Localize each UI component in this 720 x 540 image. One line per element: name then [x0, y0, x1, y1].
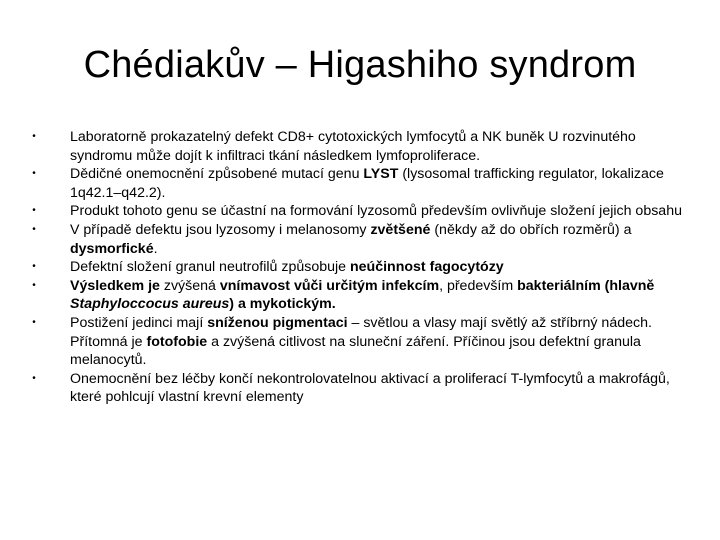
bullet-text-run: Laboratorně prokazatelný defekt CD8+ cytotoxických lymfocytů a NK buněk U rozvinutého syndromu může dojít k infiltraci tkání následkem lymfoproliferace.	[70, 129, 636, 164]
bullet-text-run: vnímavost vůči určitým infekcím	[219, 277, 440, 294]
bullet-item	[30, 202, 690, 221]
bullet-text-run: zvětšené	[370, 221, 431, 238]
slide-title: Chédiakův – Higashiho syndrom	[83, 44, 637, 86]
bullet-dot-icon: •	[32, 261, 36, 273]
bullet-text-run: Defektní složení granul neutrofilů způsobuje	[70, 259, 350, 276]
bullet-dot-icon: •	[32, 168, 36, 180]
bullet-dot-icon: •	[32, 372, 36, 384]
bullet-text-run: .	[153, 240, 158, 257]
bullet-text-run: (lysosomal trafficking regulator, lokalizace 1q42.1–q42.2).	[70, 166, 664, 201]
bullet-text-run: Staphyloccocus aureus	[70, 296, 230, 313]
bullet-text-run: zvýšená	[159, 277, 220, 294]
bullet-text-run: ) a mykotickým.	[229, 296, 336, 313]
bullet-item	[30, 370, 690, 407]
bullet-text-run: Dědičné onemocnění způsobené mutací genu	[70, 166, 364, 183]
bullet-list	[30, 128, 690, 407]
bullet-text-run: Onemocnění bez léčby končí nekontrolovatelnou aktivací a proliferací T-lymfocytů a makrofágů, které pohlcují vlastní krevní elementy	[70, 370, 670, 406]
bullet-text-run: bakteriálním (hlavně	[517, 277, 655, 294]
bullet-text-run: fotofobie	[146, 333, 208, 350]
bullet-item	[30, 221, 690, 258]
bullet-text-run: (někdy až do obřích rozměrů) a	[430, 221, 632, 238]
bullet-item	[30, 165, 690, 202]
bullet-text-run: dysmorfické	[70, 240, 154, 257]
bullet-dot-icon: •	[32, 316, 36, 328]
bullet-text-run: neúčinnost fagocytózy	[349, 259, 504, 276]
bullet-text-run: Produkt tohoto genu se účastní na formování lyzosomů především ovlivňuje složení jejich obsahu	[70, 203, 682, 220]
bullet-dot-icon: •	[32, 279, 36, 291]
bullet-item	[30, 277, 690, 314]
bullet-dot-icon: •	[32, 131, 36, 142]
bullet-text-run: Výsledkem je	[70, 277, 160, 294]
bullet-text-run: a zvýšená citlivost na sluneční záření. Příčinou jsou defektní granula melanocytů.	[70, 333, 641, 369]
bullet-text-run: sníženou pigmentaci	[207, 314, 348, 331]
bullet-item	[30, 258, 690, 277]
bullet-text-run: , především	[439, 277, 518, 294]
bullet-text-run: V případě defektu jsou lyzosomy i melanosomy	[70, 221, 371, 238]
bullet-dot-icon: •	[32, 223, 36, 235]
bullet-text-run: – světlou a vlasy mají světlý až stříbrný nádech. Přítomná je	[70, 314, 652, 350]
bullet-item	[30, 128, 690, 165]
bullet-text-run: Postižení jedinci mají	[70, 314, 208, 331]
bullet-dot-icon: •	[32, 205, 36, 217]
bullet-text-run: LYST	[363, 166, 399, 183]
bullet-item	[30, 314, 690, 370]
